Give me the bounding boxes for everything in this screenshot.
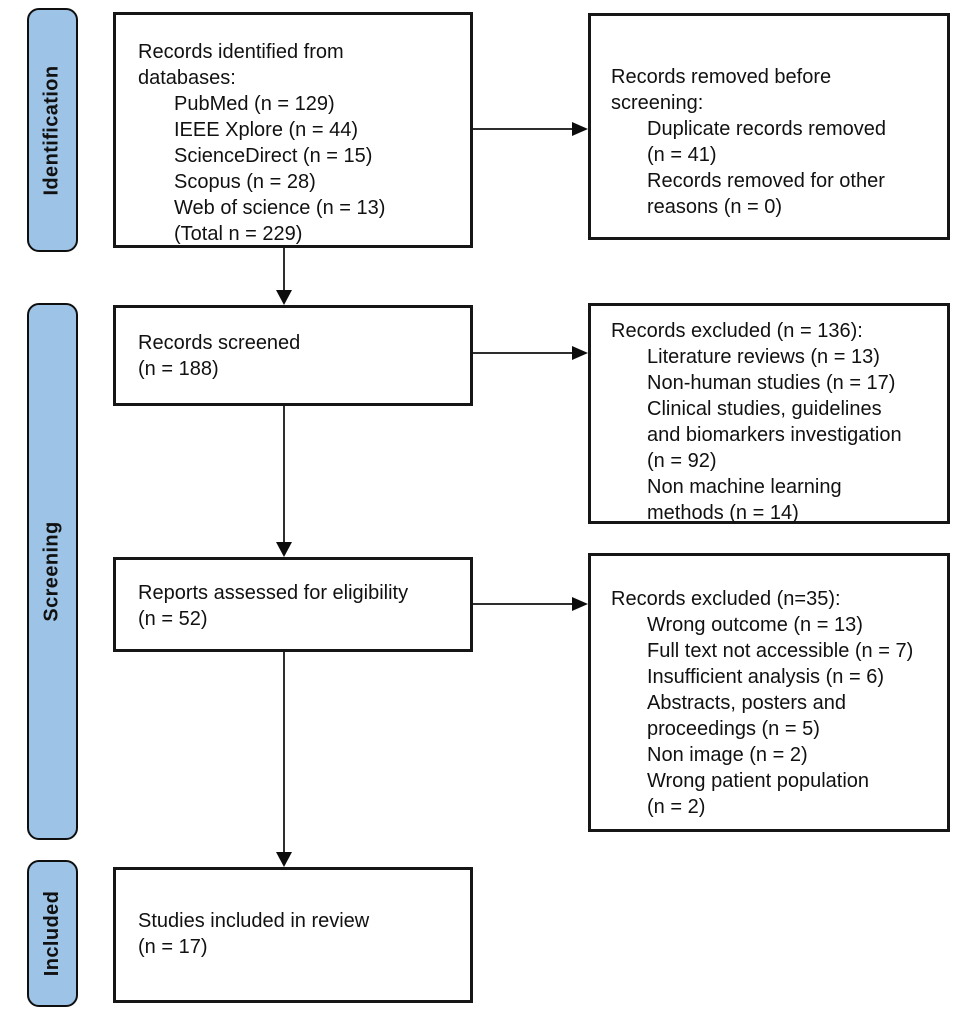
box-studies-included-text: [138, 908, 462, 960]
text-line: (n = 41): [647, 144, 717, 166]
text-line: Records excluded (n = 136):: [611, 320, 863, 342]
box-records-excluded-screening-text: [611, 318, 939, 526]
stage-screening-label: Screening: [41, 521, 63, 622]
text-line: Full text not accessible (n = 7): [647, 640, 914, 662]
text-line: reasons (n = 0): [647, 196, 783, 218]
box-studies-included: [113, 867, 473, 1003]
stage-identification: [27, 8, 78, 252]
text-line: Reports assessed for eligibility: [138, 582, 409, 604]
arrow-screened-to-assessed-line: [283, 406, 285, 544]
box-records-excluded-eligibility-text: [611, 586, 939, 820]
text-line: (n = 188): [138, 358, 219, 380]
arrow-identified-to-removed-head-icon: [572, 122, 588, 136]
stage-identification-label: Identification: [41, 64, 64, 196]
arrow-assessed-to-excluded-line: [473, 603, 573, 605]
text-line: Records excluded (n=35):: [611, 588, 841, 610]
arrow-identified-to-screened-line: [283, 248, 285, 292]
text-line: (Total n = 229): [174, 223, 303, 245]
text-line: Duplicate records removed: [647, 118, 886, 140]
box-records-excluded-screening: [588, 303, 950, 524]
text-line: (n = 52): [138, 608, 208, 630]
arrow-screened-to-excluded-line: [473, 352, 573, 354]
text-line: (n = 2): [647, 796, 706, 818]
text-line: and biomarkers investigation: [647, 424, 902, 446]
box-reports-assessed: [113, 557, 473, 652]
arrow-assessed-to-included-head-icon: [276, 852, 292, 867]
box-records-identified-text: [138, 39, 462, 247]
arrow-identified-to-removed-line: [473, 128, 573, 130]
arrow-assessed-to-included-line: [283, 652, 285, 854]
box-records-identified: [113, 12, 473, 248]
text-line: Studies included in review: [138, 910, 370, 932]
text-line: ScienceDirect (n = 15): [174, 145, 373, 167]
text-line: Records screened: [138, 332, 301, 354]
text-line: PubMed (n = 129): [174, 93, 335, 115]
text-line: Scopus (n = 28): [174, 171, 316, 193]
text-line: Records removed before: [611, 66, 832, 88]
text-line: Insufficient analysis (n = 6): [647, 666, 884, 688]
box-records-screened-text: [138, 330, 462, 382]
text-line: Non machine learning: [647, 476, 842, 498]
box-records-screened: [113, 305, 473, 406]
text-line: Web of science (n = 13): [174, 197, 386, 219]
arrow-identified-to-screened-head-icon: [276, 290, 292, 305]
box-records-removed-text: [611, 64, 939, 220]
text-line: Wrong patient population: [647, 770, 870, 792]
box-reports-assessed-text: [138, 580, 462, 632]
text-line: Records removed for other: [647, 170, 885, 192]
text-line: databases:: [138, 67, 236, 89]
text-line: Wrong outcome (n = 13): [647, 614, 863, 636]
text-line: screening:: [611, 92, 704, 114]
arrow-assessed-to-excluded-head-icon: [572, 597, 588, 611]
text-line: Literature reviews (n = 13): [647, 346, 880, 368]
arrow-screened-to-assessed-head-icon: [276, 542, 292, 557]
box-records-removed-before-screening: [588, 13, 950, 240]
stage-included: [27, 860, 78, 1007]
box-records-excluded-eligibility: [588, 553, 950, 832]
stage-included-label: Included: [41, 890, 63, 977]
arrow-screened-to-excluded-head-icon: [572, 346, 588, 360]
text-line: (n = 92): [647, 450, 717, 472]
text-line: Abstracts, posters and: [647, 692, 846, 714]
text-line: Non image (n = 2): [647, 744, 808, 766]
text-line: IEEE Xplore (n = 44): [174, 119, 358, 141]
text-line: proceedings (n = 5): [647, 718, 820, 740]
text-line: methods (n = 14): [647, 502, 799, 524]
text-line: Clinical studies, guidelines: [647, 398, 882, 420]
text-line: Records identified from: [138, 41, 344, 63]
text-line: Non-human studies (n = 17): [647, 372, 896, 394]
text-line: (n = 17): [138, 936, 208, 958]
stage-screening: [27, 303, 78, 840]
